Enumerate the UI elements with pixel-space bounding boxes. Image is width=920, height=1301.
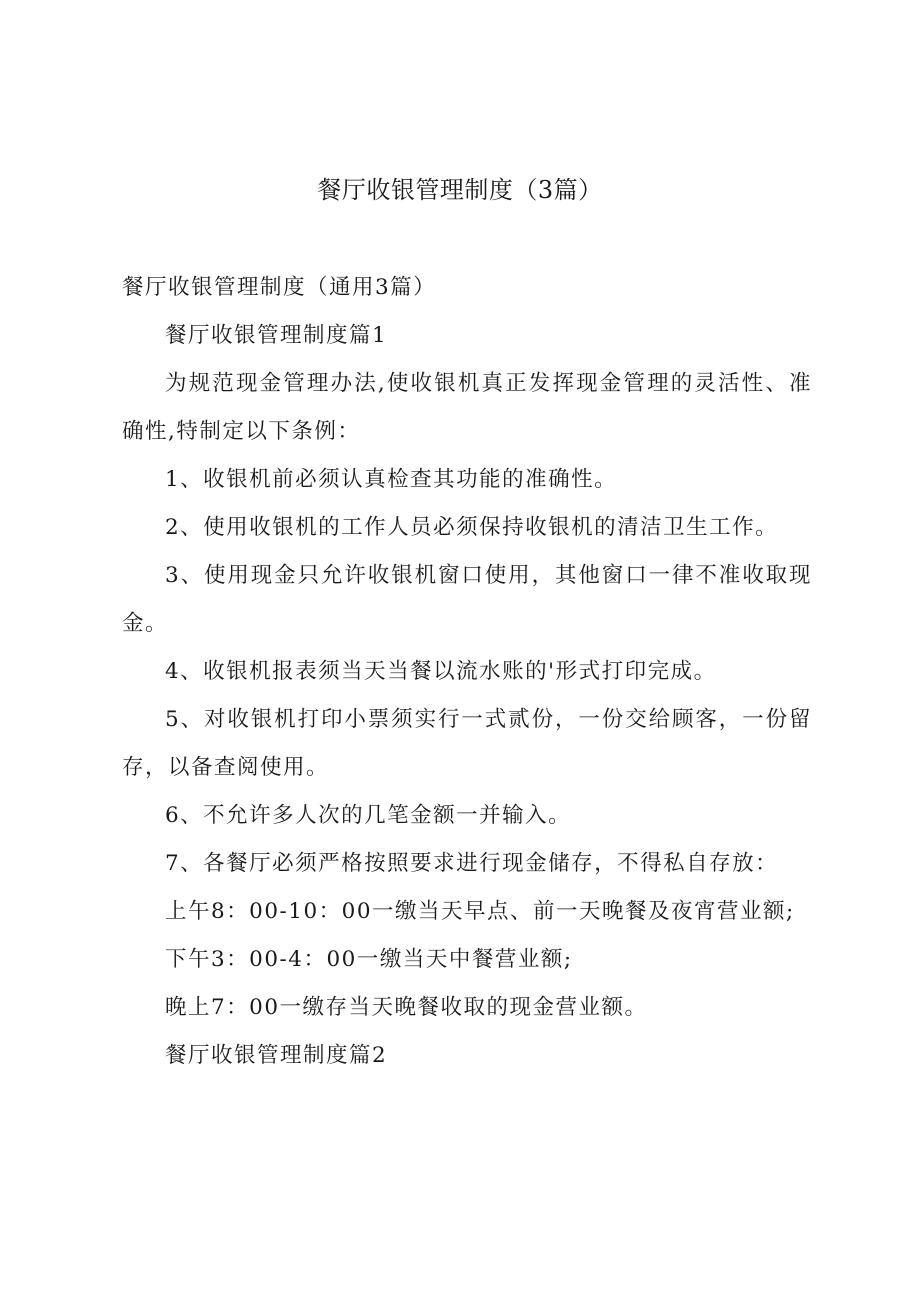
document-subtitle: 餐厅收银管理制度（通用3篇） <box>122 275 437 300</box>
rule-item-5: 5、对收银机打印小票须实行一式贰份，一份交给顾客，一份留存，以备查阅使用。 <box>122 707 812 780</box>
schedule-afternoon: 下午3：00-4：00一缴当天中餐营业额; <box>165 947 573 972</box>
rule-item-7: 7、各餐厅必须严格按照要求进行现金储存，不得私自存放： <box>165 851 779 876</box>
rule-item-3: 3、使用现金只允许收银机窗口使用，其他窗口一律不准收取现金。 <box>122 563 812 636</box>
rule-item-6: 6、不允许多人次的几笔金额一并输入。 <box>165 803 572 828</box>
section-heading-2: 餐厅收银管理制度篇2 <box>165 1043 388 1068</box>
document-title: 餐厅收银管理制度（3篇） <box>317 176 603 204</box>
section-heading-1: 餐厅收银管理制度篇1 <box>165 323 388 348</box>
schedule-evening: 晚上7：00一缴存当天晚餐收取的现金营业额。 <box>165 995 648 1020</box>
intro-paragraph: 为规范现金管理办法,使收银机真正发挥现金管理的灵活性、准确性,特制定以下条例： <box>122 371 812 444</box>
rule-item-4: 4、收银机报表须当天当餐以流水账的'形式打印完成。 <box>165 659 717 684</box>
schedule-morning: 上午8：00-10：00一缴当天早点、前一天晚餐及夜宵营业额; <box>165 899 795 924</box>
rule-item-1: 1、收银机前必须认真检查其功能的准确性。 <box>165 467 618 492</box>
rule-item-2: 2、使用收银机的工作人员必须保持收银机的清洁卫生工作。 <box>165 515 779 540</box>
document-body <box>122 264 812 1080</box>
